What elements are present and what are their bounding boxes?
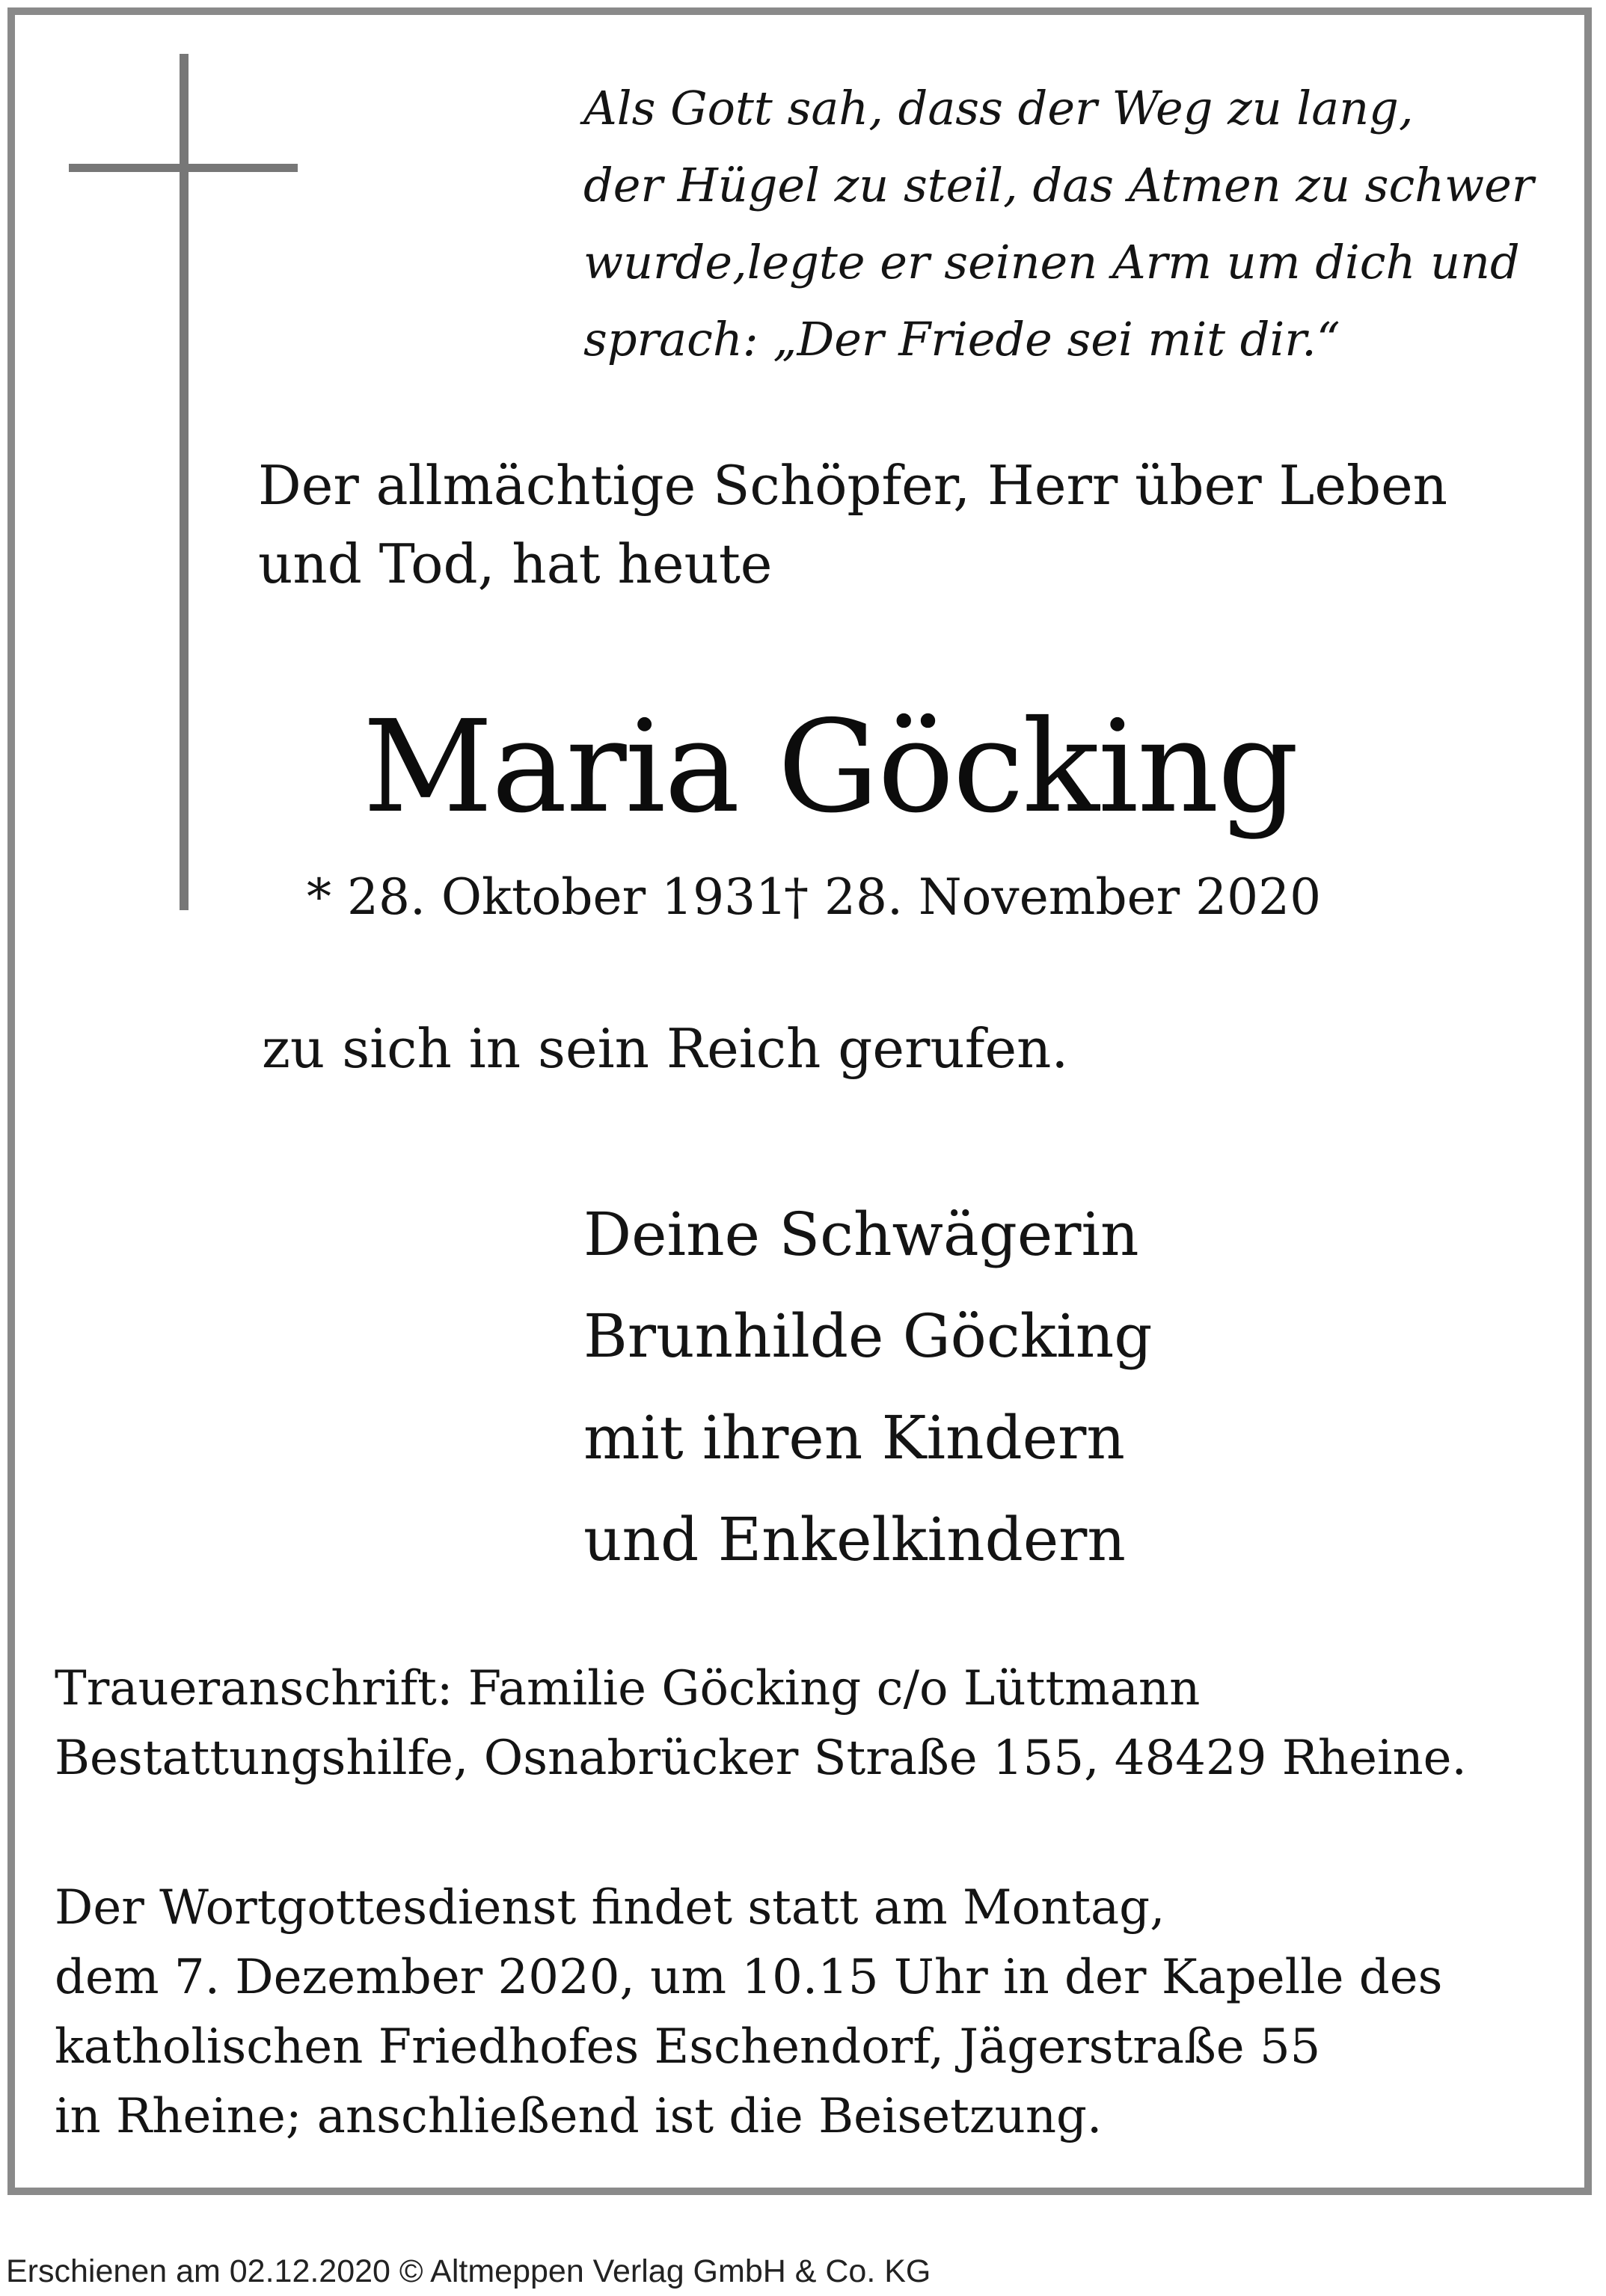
deceased-name: Maria Göcking (363, 693, 1298, 841)
publication-credit: Erschienen am 02.12.2020 © Altmeppen Verlag GmbH & Co. KG (6, 2253, 931, 2289)
poem-line-1: Als Gott sah, dass der Weg zu lang, (583, 81, 1414, 135)
poem-line-3: wurde,legte er seinen Arm um dich und (583, 235, 1520, 289)
death-date: † 28. November 2020 (784, 868, 1322, 926)
birth-date: * 28. Oktober 1931 (307, 868, 788, 926)
service-line-1: Der Wortgottesdienst findet statt am Montag, (55, 1880, 1165, 1936)
address-line-1: Traueranschrift: Familie Göcking c/o Lüttmann (55, 1661, 1201, 1716)
mourner-line-3: mit ihren Kindern (583, 1403, 1125, 1473)
poem-line-2: der Hügel zu steil, das Atmen zu schwer (583, 158, 1534, 212)
address-line-2: Bestattungshilfe, Osnabrücker Straße 155, 48429 Rheine. (55, 1731, 1467, 1786)
service-line-3: katholischen Friedhofes Eschendorf, Jägerstraße 55 (55, 2019, 1321, 2075)
intro-line-2: und Tod, hat heute (258, 532, 773, 595)
service-line-4: in Rheine; anschließend ist die Beisetzung. (55, 2089, 1103, 2144)
intro-line-1: Der allmächtige Schöpfer, Herr über Leben (258, 454, 1448, 517)
cross-horizontal-bar (69, 164, 298, 172)
service-line-2: dem 7. Dezember 2020, um 10.15 Uhr in der Kapelle des (55, 1950, 1443, 2005)
mourner-line-1: Deine Schwägerin (583, 1200, 1139, 1269)
poem-line-4: sprach: „Der Friede sei mit dir.“ (583, 312, 1340, 366)
called-text: zu sich in sein Reich gerufen. (262, 1017, 1069, 1080)
mourner-line-2: Brunhilde Göcking (583, 1301, 1153, 1371)
cross-vertical-bar (180, 54, 189, 910)
mourner-line-4: und Enkelkindern (583, 1505, 1126, 1574)
